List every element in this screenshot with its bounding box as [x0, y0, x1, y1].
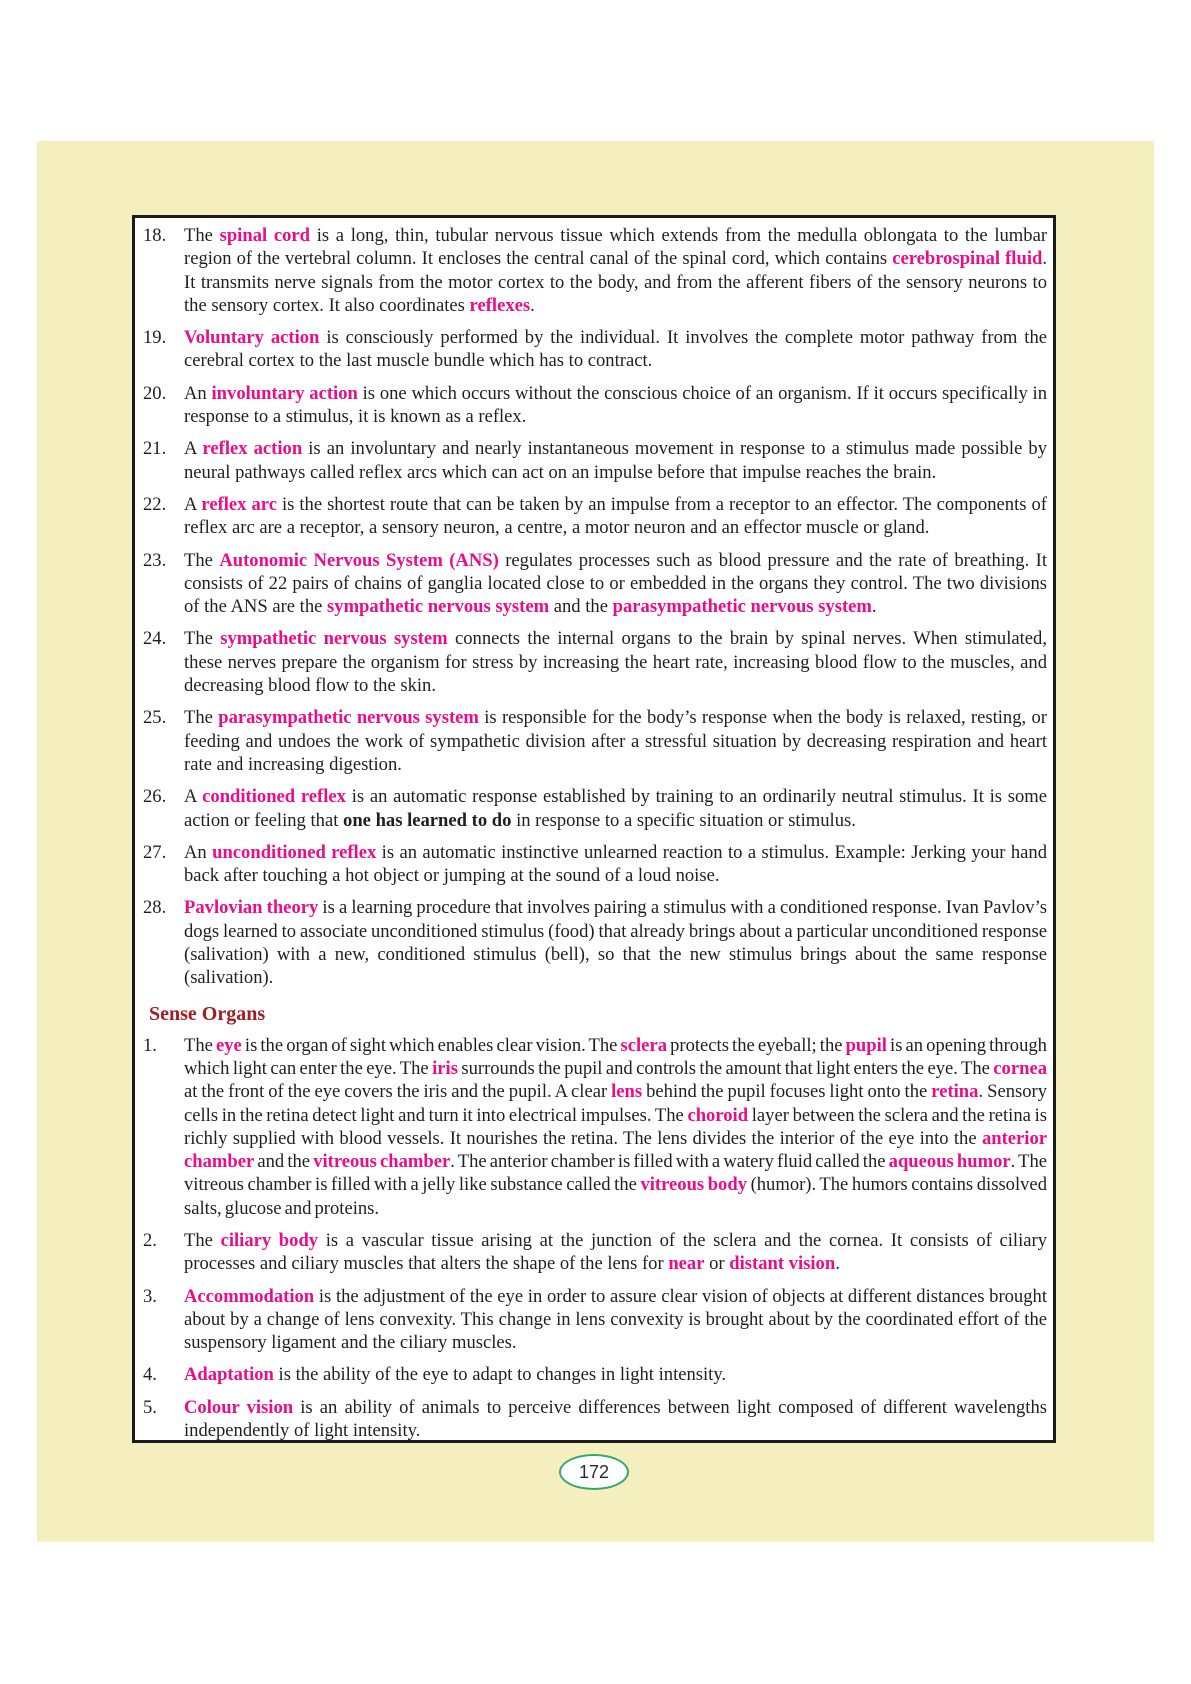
item-number: 1. — [143, 1034, 157, 1056]
definition-item — [141, 493, 1047, 540]
keyword-term: parasympathetic nervous system — [218, 707, 479, 729]
keyword-term: reflexes — [469, 294, 531, 316]
item-number: 25. — [143, 707, 167, 729]
bold-phrase: one has learned to do — [343, 809, 512, 831]
keyword-term: aqueous humor — [888, 1151, 1011, 1173]
item-text: An unconditioned reflex is an automatic instinctive unlearned reaction to a stimulus. Example: Jerking your hand back after touching a hot object or jumping at the sound of a loud noise. — [184, 841, 1047, 887]
item-text: A reflex action is an involuntary and nearly instantaneous movement in response to a stimulus made possible by neural pathways called reflex arcs which can act on an impulse before that impulse reaches the brain. — [184, 438, 1047, 483]
item-text: Pavlovian theory is a learning procedure that involves pairing a stimulus with a conditioned response. Ivan Pavlov’s dogs learned to associate unconditioned stimulus (food) that already brings about a particular unconditioned response (salivation) with a new, conditioned stimulus (bell), so that the new stimulus brings about the same response (salivation). — [184, 897, 1047, 989]
keyword-term: Pavlovian theory — [184, 897, 319, 919]
keyword-term: sympathetic nervous system — [327, 596, 550, 618]
keyword-term: reflex action — [202, 438, 303, 460]
sense-organs-heading: Sense Organs — [149, 1002, 266, 1025]
keyword-term: unconditioned reflex — [212, 841, 377, 863]
definition-item — [141, 1229, 1047, 1276]
keyword-term: Adaptation — [184, 1364, 274, 1386]
definitions-box — [132, 215, 1056, 1443]
definition-item — [141, 785, 1047, 832]
keyword-term: vitreous body — [640, 1174, 747, 1196]
item-text: Colour vision is an ability of animals to perceive differences between light composed of different wavelengths independently of light intensity. — [184, 1396, 1047, 1442]
item-text: A reflex arc is the shortest route that can be taken by an impulse from a receptor to an effector. The components of reflex arc are a receptor, a sensory neuron, a centre, a motor neuron and an effector muscle or gland. — [184, 493, 1047, 539]
keyword-term: iris — [432, 1057, 458, 1079]
definition-item — [141, 706, 1047, 776]
keyword-term: lens — [611, 1081, 643, 1103]
item-number: 23. — [143, 549, 167, 571]
item-text: A conditioned reflex is an automatic response established by training to an ordinarily neutral stimulus. It is some action or feeling that one has learned to do in response to a specific situation or stimulus. — [184, 786, 1047, 831]
item-text: Accommodation is the adjustment of the eye in order to assure clear vision of objects at different distances brought about by a change of lens convexity. This change in lens convexity is brought about by the coordinated effort of the suspensory ligament and the ciliary muscles. — [184, 1285, 1047, 1354]
item-text: The Autonomic Nervous System (ANS) regulates processes such as blood pressure and the rate of breathing. It consists of 22 pairs of chains of ganglia located close to or embedded in the organs they control. The two divisions of the ANS are the sympathetic nervous system and the parasympathetic nervous system. — [184, 549, 1047, 618]
keyword-term: eye — [216, 1034, 242, 1056]
keyword-term: ciliary body — [220, 1229, 319, 1251]
definition-item — [141, 549, 1047, 619]
item-number: 21. — [143, 438, 167, 460]
item-number: 3. — [143, 1285, 157, 1307]
item-number: 28. — [143, 897, 167, 919]
keyword-term: near — [668, 1253, 705, 1275]
definition-item — [141, 841, 1047, 888]
definition-item — [141, 224, 1047, 317]
keyword-term: involuntary action — [211, 382, 358, 404]
page-number: 172 — [578, 1461, 610, 1482]
nervous-system-list — [141, 224, 1047, 990]
definition-item — [141, 627, 1047, 697]
keyword-term: distant vision — [729, 1253, 836, 1275]
item-number: 24. — [143, 628, 167, 650]
keyword-term: sclera — [620, 1034, 667, 1056]
keyword-term: spinal cord — [219, 225, 310, 246]
item-text: The sympathetic nervous system connects the internal organs to the brain by spinal nerves. When stimulated, these nerves prepare the organism for stress by increasing the heart rate, increasing blood flow to the muscles, and decreasing blood flow to the skin. — [184, 628, 1048, 697]
keyword-term: reflex arc — [201, 493, 277, 515]
definition-item — [141, 382, 1047, 429]
definition-item — [141, 896, 1047, 989]
item-number: 2. — [143, 1229, 157, 1251]
sense-organs-list — [141, 1034, 1047, 1443]
item-number: 27. — [143, 841, 167, 863]
item-number: 26. — [143, 786, 167, 808]
keyword-term: Colour vision — [184, 1396, 294, 1418]
item-text: The spinal cord is a long, thin, tubular nervous tissue which extends from the medulla oblongata to the lumbar region of the vertebral column. It encloses the central canal of the spinal cord, which contains cerebrospinal fluid. It transmits nerve signals from the motor cortex to the body, and from the afferent fibers of the sensory neurons to the sensory cortex. It also coordinates reflexes. — [184, 225, 1048, 316]
definition-item — [141, 1363, 1047, 1386]
keyword-term: Accommodation — [184, 1285, 315, 1307]
definition-item — [141, 1396, 1047, 1443]
keyword-term: cerebrospinal fluid — [892, 248, 1043, 270]
item-text: The parasympathetic nervous system is responsible for the body’s response when the body is relaxed, resting, or feeding and undoes the work of sympathetic division after a stressful situation by decreasing respiration and heart rate and increasing digestion. — [184, 707, 1047, 775]
keyword-term: Voluntary action — [184, 327, 320, 349]
item-number: 19. — [143, 327, 167, 349]
keyword-term: Autonomic Nervous System (ANS) — [219, 549, 499, 571]
definition-item — [141, 437, 1047, 484]
item-number: 22. — [143, 493, 167, 515]
keyword-term: pupil — [845, 1034, 887, 1056]
definition-item — [141, 1285, 1047, 1355]
item-text: An involuntary action is one which occurs without the conscious choice of an organism. If it occurs specifically in response to a stimulus, it is known as a reflex. — [184, 382, 1047, 428]
item-number: 5. — [143, 1396, 157, 1418]
keyword-term: parasympathetic nervous system — [612, 596, 872, 618]
item-text: The eye is the organ of sight which enables clear vision. The sclera protects the eyeball; the pupil is an opening through which light can enter the eye. The iris surrounds the pupil and controls the amount that light enters the eye. The cornea at the front of the eye covers the iris and the pupil. A clear lens behind the pupil focuses light onto the retina. Sensory cells in the retina detect light and turn it into electrical impulses. The choroid layer between the sclera and the retina is richly supplied with blood vessels. It nourishes the retina. The lens divides the interior of the eye into the anterior chamber and the vitreous chamber. The anterior chamber is filled with a watery fluid called the aqueous humor. The vitreous chamber is filled with a jelly like substance called the vitreous body (humor). The humors contains dissolved salts, glucose and proteins. — [184, 1034, 1048, 1219]
item-number: 18. — [143, 225, 167, 246]
item-number: 20. — [143, 382, 167, 404]
keyword-term: choroid — [687, 1104, 749, 1126]
item-number: 4. — [143, 1364, 157, 1386]
item-text: Voluntary action is consciously performed by the individual. It involves the complete motor pathway from the cerebral cortex to the last muscle bundle which has to contract. — [184, 327, 1047, 372]
keyword-term: retina — [931, 1081, 979, 1103]
definition-item — [141, 1034, 1047, 1220]
keyword-term: conditioned reflex — [202, 786, 346, 808]
definition-item — [141, 326, 1047, 373]
keyword-term: anterior chamber — [184, 1127, 1047, 1173]
page-number-badge — [559, 1454, 629, 1490]
item-text: The ciliary body is a vascular tissue arising at the junction of the sclera and the cornea. It consists of ciliary processes and ciliary muscles that alters the shape of the lens for near or distant vision. — [184, 1229, 1047, 1275]
keyword-term: cornea — [993, 1057, 1047, 1079]
keyword-term: sympathetic nervous system — [220, 628, 448, 650]
item-text: Adaptation is the ability of the eye to adapt to changes in light intensity. — [184, 1364, 727, 1386]
keyword-term: vitreous chamber — [313, 1151, 451, 1173]
